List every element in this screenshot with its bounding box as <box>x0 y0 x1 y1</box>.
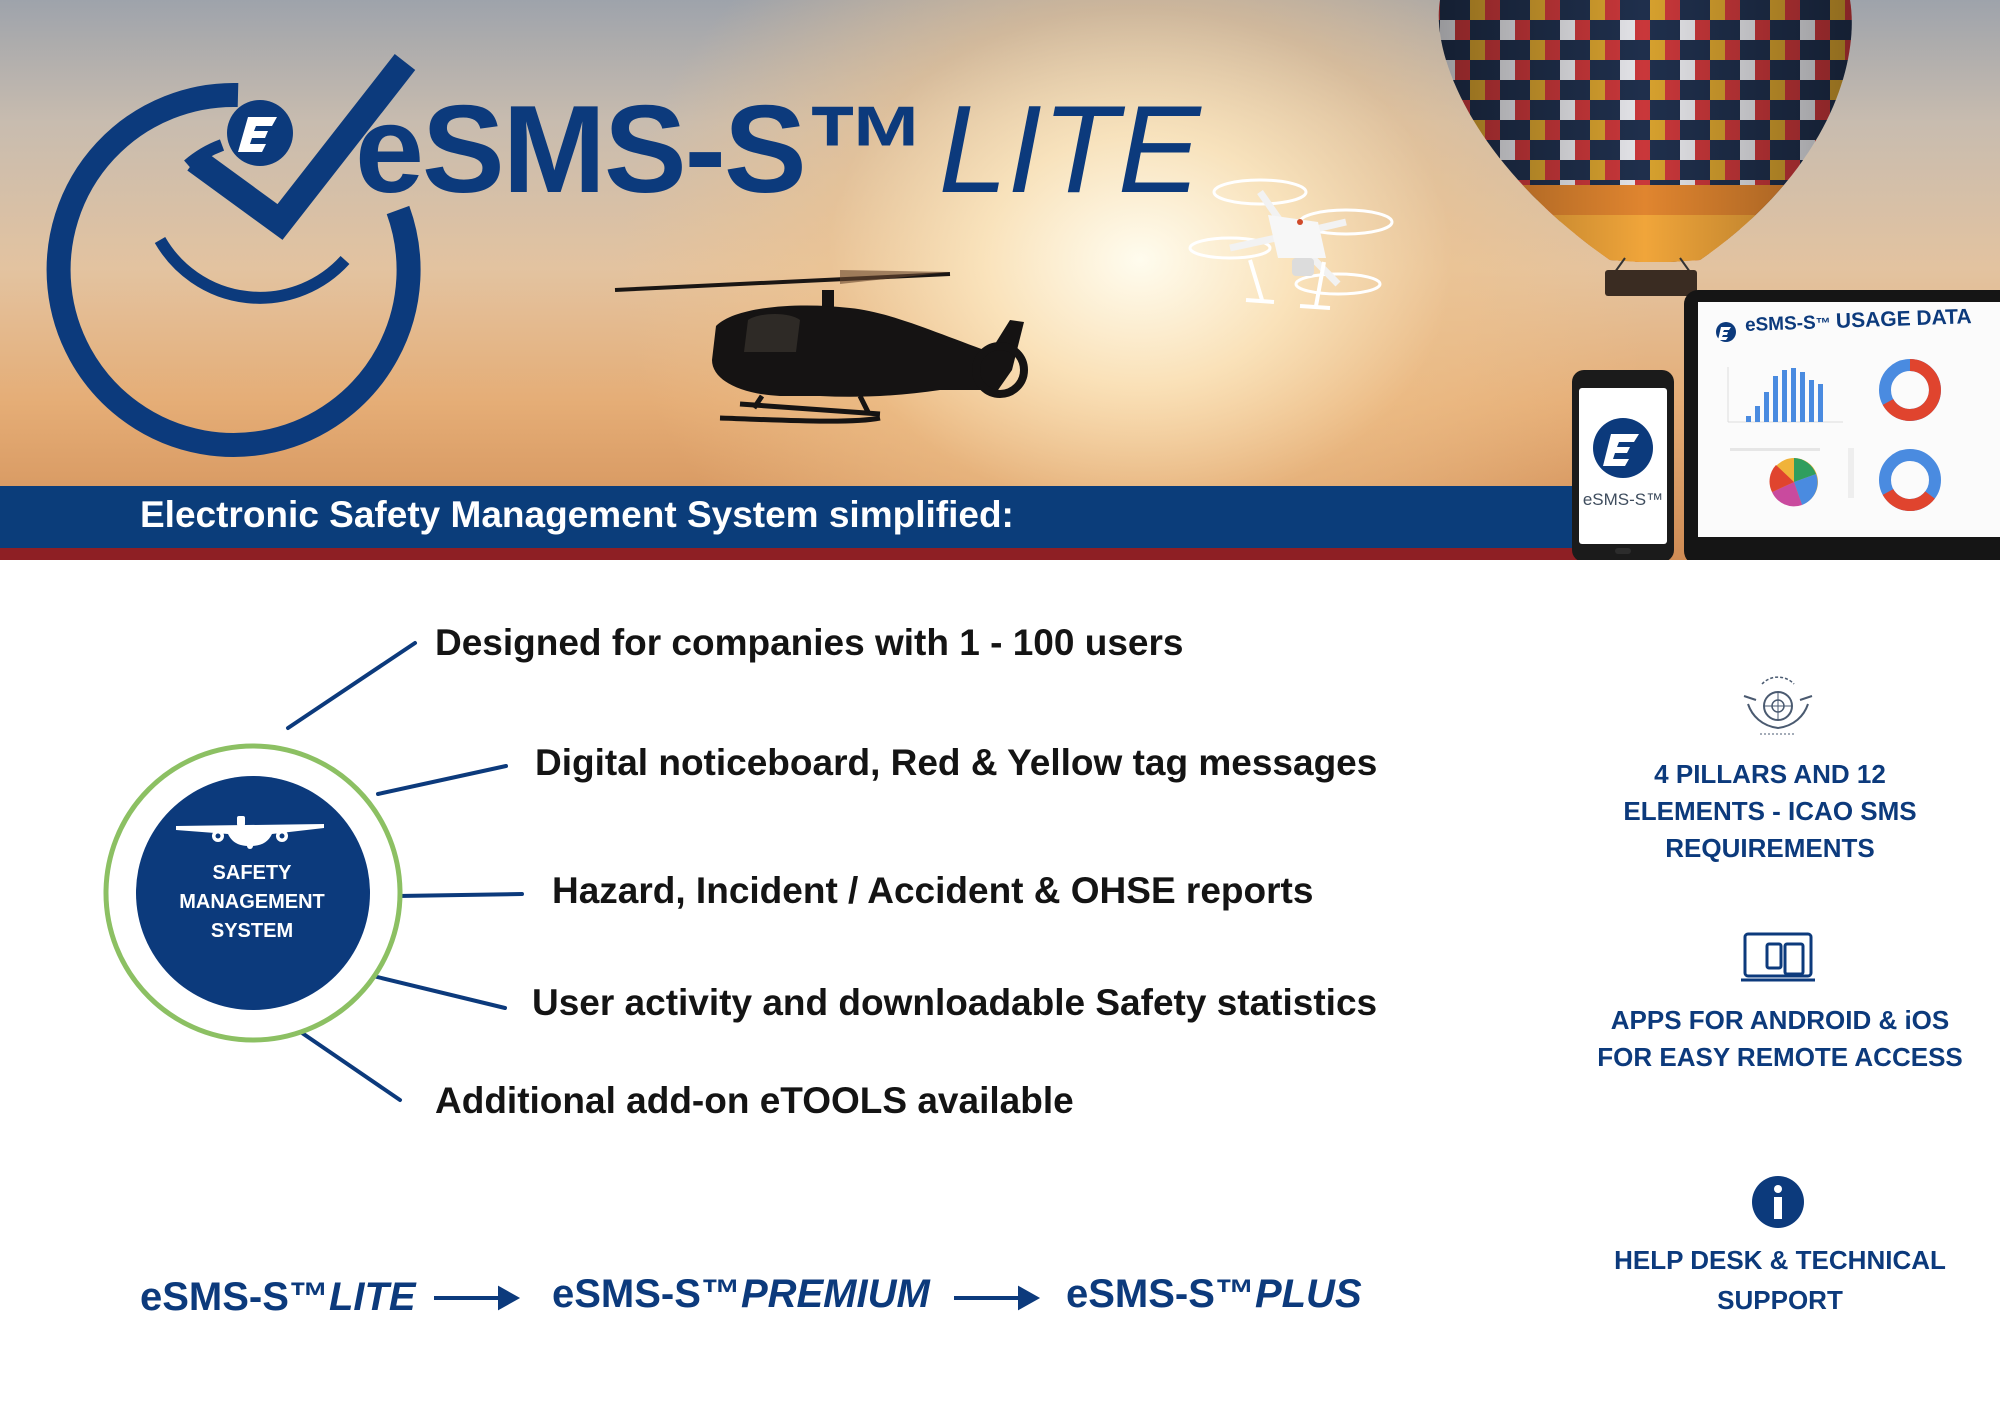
feature-item: Hazard, Incident / Accident & OHSE reports <box>552 870 1314 911</box>
tablet-screen <box>1698 302 2000 537</box>
app-logo-icon <box>1579 388 1667 488</box>
tablet-phone-icon <box>1741 934 1815 980</box>
usage-title-prefix: eSMS-S <box>1744 312 1817 336</box>
feature-item: Designed for companies with 1 - 100 users <box>435 622 1184 663</box>
drone-icon <box>1190 180 1392 308</box>
usage-dashboard-preview <box>1698 302 2000 537</box>
connector-line <box>398 894 522 896</box>
side-feature-icao: 4 PILLARS AND 12 ELEMENTS - ICAO SMS REQUIREMENTS <box>1623 759 1917 863</box>
connector-line <box>378 766 506 794</box>
connector-line <box>365 974 505 1008</box>
info-icon <box>1752 1176 1804 1228</box>
usage-title-text: USAGE DATA <box>1835 305 1973 333</box>
connector-line <box>288 643 415 728</box>
side-feature-helpdesk: HELP DESK & TECHNICAL SUPPORT <box>1614 1245 1946 1315</box>
tier-prefix: eSMS-S™ <box>552 1272 741 1316</box>
phone-app-label: eSMS-S™ <box>1582 490 1664 509</box>
hero-banner <box>0 0 2000 560</box>
tier-prefix: eSMS-S™ <box>140 1275 329 1319</box>
tagline-red-stripe <box>0 548 1580 560</box>
hot-air-balloon-icon <box>1430 0 1860 296</box>
tier-prefix: eSMS-S™ <box>1066 1272 1255 1316</box>
arrow-head <box>1020 1289 1036 1307</box>
tagline: Electronic Safety Management System simplified: <box>140 494 1014 535</box>
brand-title <box>355 81 1201 219</box>
icao-emblem-icon <box>1744 677 1812 734</box>
feature-item: Digital noticeboard, Red & Yellow tag messages <box>535 742 1378 783</box>
tier-plus <box>1066 1272 1362 1317</box>
tier-name: LITE <box>328 1275 416 1319</box>
side-feature-apps: APPS FOR ANDROID & iOS FOR EASY REMOTE ACCESS <box>1597 1005 1963 1072</box>
helicopter-icon <box>615 270 1024 421</box>
tier-name: PLUS <box>1254 1272 1362 1316</box>
phone-screen <box>1579 388 1667 544</box>
tier-premium <box>552 1272 930 1317</box>
tier-lite <box>140 1275 416 1320</box>
brand-name: eSMS-S™ <box>355 81 927 219</box>
usage-title-tm: ™ <box>1815 315 1832 333</box>
feature-item: User activity and downloadable Safety statistics <box>532 982 1378 1023</box>
tier-name: PREMIUM <box>740 1272 930 1316</box>
brand-edition: LITE <box>938 81 1201 219</box>
feature-item: Additional add-on eTOOLS available <box>435 1080 1074 1121</box>
arrow-head <box>500 1289 516 1307</box>
phone-home-button <box>1615 548 1631 554</box>
center-label: SAFETY MANAGEMENT SYSTEM <box>179 862 325 942</box>
